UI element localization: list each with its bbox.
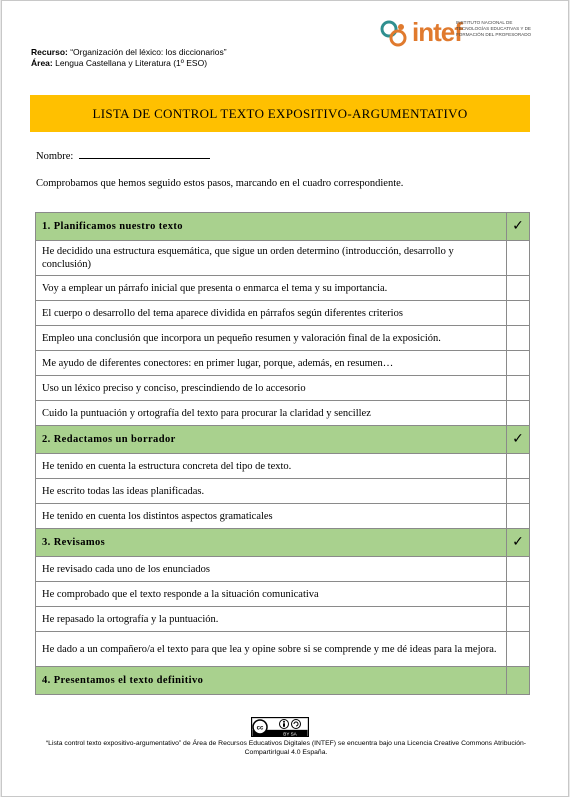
cc-badge-text: BY SA <box>283 731 297 737</box>
section-checkbox[interactable] <box>507 529 530 557</box>
checkmark-icon: ✓ <box>512 533 524 550</box>
checklist-checkbox[interactable] <box>507 351 530 376</box>
checklist-item <box>36 276 530 301</box>
section-header <box>36 426 530 454</box>
checklist-checkbox[interactable] <box>507 301 530 326</box>
checklist-item <box>36 557 530 582</box>
checklist-item <box>36 351 530 376</box>
resource-value: “Organización del léxico: los diccionarios” <box>70 47 227 57</box>
checklist-item-text: Voy a emplear un párrafo inicial que presenta o enmarca el tema y su importancia. <box>36 276 507 301</box>
section-checkbox[interactable] <box>507 426 530 454</box>
checklist-item-text: Cuido la puntuación y ortografía del texto para procurar la claridad y sencillez <box>36 401 507 426</box>
document-page <box>1 0 569 797</box>
section-header <box>36 213 530 241</box>
logo-wordmark: intef <box>412 17 462 47</box>
section-checkbox[interactable] <box>507 213 530 241</box>
checklist-item-text: He comprobado que el texto responde a la situación comunicativa <box>36 582 507 607</box>
name-label: Nombre: <box>36 151 74 162</box>
checklist-checkbox[interactable] <box>507 276 530 301</box>
name-row <box>36 148 210 162</box>
checklist-item <box>36 376 530 401</box>
cc-by-sa-badge <box>251 717 309 737</box>
checklist-checkbox[interactable] <box>507 241 530 276</box>
checklist-item-text: He decidido una estructura esquemática, que sigue un orden determino (introducción, desarrollo y conclusión) <box>36 241 507 276</box>
checklist-item-text: El cuerpo o desarrollo del tema aparece dividida en párrafos según diferentes criterios <box>36 301 507 326</box>
resource-label: Recurso: <box>31 47 71 57</box>
checklist-checkbox[interactable] <box>507 454 530 479</box>
checklist-item <box>36 401 530 426</box>
intro-text: Comprobamos que hemos seguido estos pasos, marcando en el cuadro correspondiente. <box>36 178 404 189</box>
area-line <box>31 58 227 69</box>
checkmark-icon: ✓ <box>512 217 524 234</box>
checklist-item <box>36 301 530 326</box>
resource-meta <box>31 47 227 69</box>
section-title: 3. Revisamos <box>36 529 507 557</box>
checklist-item-text: Uso un léxico preciso y conciso, prescindiendo de lo accesorio <box>36 376 507 401</box>
resource-line <box>31 47 227 58</box>
license-text: “Lista control texto expositivo-argumentativo” de Área de Recursos Educativos Digitales (INTEF) se encuentra bajo una Licencia Creative Commons Atribución-CompartirIgual 4.0 España. <box>45 740 527 756</box>
checklist-item <box>36 607 530 632</box>
checklist-item-text: He tenido en cuenta los distintos aspectos gramaticales <box>36 504 507 529</box>
checklist-table <box>35 212 530 695</box>
checklist-item <box>36 241 530 276</box>
checklist-item-text: He revisado cada uno de los enunciados <box>36 557 507 582</box>
checklist-checkbox[interactable] <box>507 582 530 607</box>
section-title: 4. Presentamos el texto definitivo <box>36 667 507 695</box>
checklist-item-text: He escrito todas las ideas planificadas. <box>36 479 507 504</box>
checklist-item-text: He tenido en cuenta la estructura concreta del tipo de texto. <box>36 454 507 479</box>
intef-logo-icon <box>379 19 409 49</box>
checklist-checkbox[interactable] <box>507 401 530 426</box>
section-header <box>36 529 530 557</box>
checklist-checkbox[interactable] <box>507 326 530 351</box>
checklist-item <box>36 479 530 504</box>
section-title: 1. Planificamos nuestro texto <box>36 213 507 241</box>
section-header <box>36 667 530 695</box>
document-title: LISTA DE CONTROL TEXTO EXPOSITIVO-ARGUMENTATIVO <box>30 95 530 132</box>
checklist-item <box>36 582 530 607</box>
checklist-checkbox[interactable] <box>507 607 530 632</box>
checklist-checkbox[interactable] <box>507 376 530 401</box>
area-value: Lengua Castellana y Literatura (1º ESO) <box>55 58 208 68</box>
checklist-item <box>36 454 530 479</box>
logo-institution-name: INSTITUTO NACIONAL DE TECNOLOGÍAS EDUCATIVAS Y DE FORMACIÓN DEL PROFESORADO <box>456 20 532 37</box>
area-label: Área: <box>31 58 56 68</box>
checklist-item-text: He repasado la ortografía y la puntuación. <box>36 607 507 632</box>
checklist-checkbox[interactable] <box>507 479 530 504</box>
checklist-checkbox[interactable] <box>507 504 530 529</box>
name-field[interactable] <box>79 148 210 159</box>
checklist-item <box>36 326 530 351</box>
checklist-item-text: Me ayudo de diferentes conectores: en primer lugar, porque, además, en resumen… <box>36 351 507 376</box>
svg-text:cc: cc <box>256 725 264 732</box>
checklist-checkbox[interactable] <box>507 557 530 582</box>
checklist-item-text: He dado a un compañero/a el texto para que lea y opine sobre si se comprende y me dé ideas para la mejora. <box>36 632 507 667</box>
checklist-item <box>36 504 530 529</box>
checklist-item <box>36 632 530 667</box>
checklist-item-text: Empleo una conclusión que incorpora un pequeño resumen y valoración final de la exposición. <box>36 326 507 351</box>
section-title: 2. Redactamos un borrador <box>36 426 507 454</box>
intef-logo <box>379 17 539 51</box>
checkmark-icon: ✓ <box>512 430 524 447</box>
checklist-checkbox[interactable] <box>507 632 530 667</box>
section-checkbox[interactable] <box>507 667 530 695</box>
